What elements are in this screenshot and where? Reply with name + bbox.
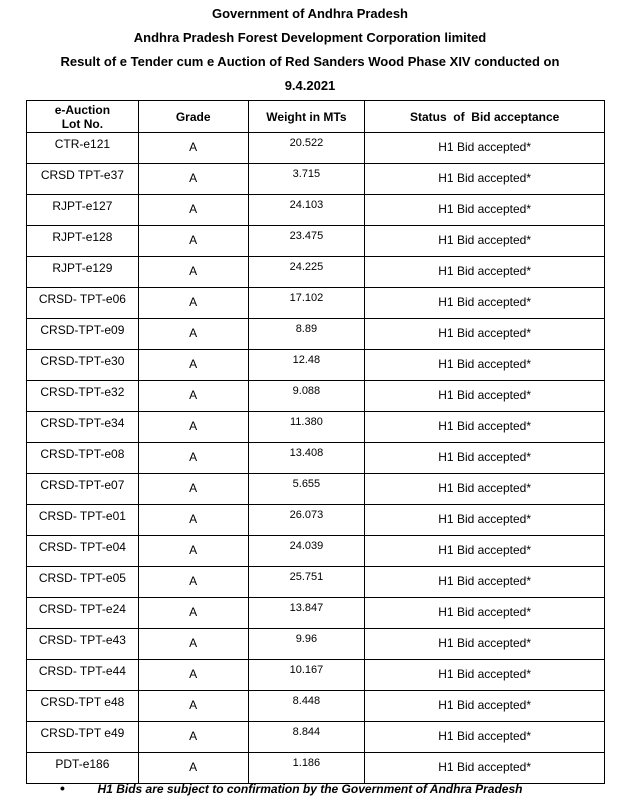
grade-cell bbox=[138, 753, 248, 784]
lot-cell-text: CRSD-TPT-e07 bbox=[40, 478, 125, 492]
grade-cell bbox=[138, 412, 248, 443]
status-cell-text: H1 Bid accepted* bbox=[438, 760, 531, 774]
grade-cell-text: A bbox=[189, 264, 198, 278]
weight-cell bbox=[248, 443, 365, 474]
status-cell-text: H1 Bid accepted* bbox=[438, 295, 531, 309]
lot-cell bbox=[27, 691, 139, 722]
lot-cell-text: RJPT-e129 bbox=[52, 261, 113, 275]
lot-cell bbox=[27, 226, 139, 257]
grade-cell-text: A bbox=[189, 636, 198, 650]
weight-cell-text: 24.225 bbox=[289, 261, 324, 273]
status-cell bbox=[365, 195, 605, 226]
status-cell-text: H1 Bid accepted* bbox=[438, 357, 531, 371]
grade-cell bbox=[138, 660, 248, 691]
weight-cell-text: 26.073 bbox=[289, 509, 324, 521]
lot-cell-text: CRSD-TPT-e34 bbox=[40, 416, 125, 430]
lot-cell-text: CRSD-TPT-e30 bbox=[40, 354, 125, 368]
lot-cell-text: CRSD- TPT-e24 bbox=[38, 602, 126, 616]
table-row bbox=[27, 319, 605, 350]
grade-cell bbox=[138, 133, 248, 164]
table-header-row bbox=[27, 101, 605, 133]
status-cell bbox=[365, 319, 605, 350]
weight-cell bbox=[248, 226, 365, 257]
lot-cell bbox=[27, 164, 139, 195]
status-cell-text: H1 Bid accepted* bbox=[438, 202, 531, 216]
status-cell bbox=[365, 381, 605, 412]
table-row bbox=[27, 722, 605, 753]
lot-cell bbox=[27, 133, 139, 164]
weight-cell bbox=[248, 505, 365, 536]
status-cell bbox=[365, 350, 605, 381]
table-row bbox=[27, 691, 605, 722]
weight-cell bbox=[248, 753, 365, 784]
weight-cell bbox=[248, 536, 365, 567]
weight-cell-text: 17.102 bbox=[289, 292, 324, 304]
status-cell-text: H1 Bid accepted* bbox=[438, 140, 531, 154]
lot-cell bbox=[27, 350, 139, 381]
lot-cell bbox=[27, 629, 139, 660]
footnote-text: H1 Bids are subject to confirmation by the Government of Andhra Pradesh bbox=[97, 782, 523, 796]
grade-cell-text: A bbox=[189, 140, 198, 154]
grade-cell bbox=[138, 195, 248, 226]
weight-cell-text: 24.039 bbox=[289, 540, 324, 552]
bids-table bbox=[26, 100, 605, 784]
grade-cell bbox=[138, 164, 248, 195]
weight-cell-text: 8.448 bbox=[292, 695, 321, 707]
table-row bbox=[27, 443, 605, 474]
column-header-lot bbox=[27, 101, 139, 133]
grade-cell-text: A bbox=[189, 419, 198, 433]
column-header-lot-line1: e-Auction bbox=[54, 102, 111, 117]
status-cell-text: H1 Bid accepted* bbox=[438, 388, 531, 402]
grade-cell-text: A bbox=[189, 450, 198, 464]
status-cell-text: H1 Bid accepted* bbox=[438, 481, 531, 495]
table-row bbox=[27, 257, 605, 288]
table-body bbox=[27, 133, 605, 784]
status-cell bbox=[365, 505, 605, 536]
weight-cell-text: 1.186 bbox=[292, 757, 321, 769]
grade-cell-text: A bbox=[189, 326, 198, 340]
table-row bbox=[27, 381, 605, 412]
grade-cell-text: A bbox=[189, 760, 198, 774]
status-cell bbox=[365, 133, 605, 164]
grade-cell-text: A bbox=[189, 202, 198, 216]
weight-cell bbox=[248, 164, 365, 195]
grade-cell-text: A bbox=[189, 698, 198, 712]
status-cell-text: H1 Bid accepted* bbox=[438, 233, 531, 247]
grade-cell-text: A bbox=[189, 574, 198, 588]
lot-cell bbox=[27, 722, 139, 753]
weight-cell bbox=[248, 412, 365, 443]
grade-cell bbox=[138, 567, 248, 598]
grade-cell bbox=[138, 536, 248, 567]
status-cell bbox=[365, 722, 605, 753]
weight-cell-text: 5.655 bbox=[292, 478, 321, 490]
grade-cell bbox=[138, 288, 248, 319]
table-row bbox=[27, 567, 605, 598]
grade-cell bbox=[138, 257, 248, 288]
table-row bbox=[27, 629, 605, 660]
weight-cell-text: 23.475 bbox=[289, 230, 324, 242]
weight-cell-text: 9.96 bbox=[295, 633, 318, 645]
lot-cell-text: CRSD- TPT-e44 bbox=[38, 664, 126, 678]
status-cell bbox=[365, 567, 605, 598]
lot-cell bbox=[27, 381, 139, 412]
status-cell-text: H1 Bid accepted* bbox=[438, 574, 531, 588]
grade-cell bbox=[138, 598, 248, 629]
grade-cell bbox=[138, 381, 248, 412]
grade-cell-text: A bbox=[189, 512, 198, 526]
grade-cell-text: A bbox=[189, 543, 198, 557]
lot-cell-text: CRSD-TPT-e08 bbox=[40, 447, 125, 461]
grade-cell-text: A bbox=[189, 357, 198, 371]
weight-cell bbox=[248, 319, 365, 350]
grade-cell-text: A bbox=[189, 667, 198, 681]
lot-cell bbox=[27, 598, 139, 629]
lot-cell-text: CRSD-TPT e48 bbox=[40, 695, 125, 709]
table-row bbox=[27, 505, 605, 536]
header-result-title: Result of e Tender cum e Auction of Red Sanders Wood Phase XIV conducted on bbox=[60, 54, 560, 69]
table-row bbox=[27, 195, 605, 226]
weight-cell bbox=[248, 288, 365, 319]
lot-cell bbox=[27, 660, 139, 691]
weight-cell bbox=[248, 133, 365, 164]
table-row bbox=[27, 412, 605, 443]
grade-cell-text: A bbox=[189, 388, 198, 402]
weight-cell-text: 10.167 bbox=[289, 664, 324, 676]
weight-cell-text: 9.088 bbox=[292, 385, 321, 397]
grade-cell bbox=[138, 350, 248, 381]
lot-cell-text: RJPT-e127 bbox=[52, 199, 113, 213]
weight-cell-text: 13.408 bbox=[289, 447, 324, 459]
weight-cell-text: 8.89 bbox=[295, 323, 318, 335]
status-cell-text: H1 Bid accepted* bbox=[438, 419, 531, 433]
grade-cell-text: A bbox=[189, 729, 198, 743]
grade-cell bbox=[138, 319, 248, 350]
status-cell bbox=[365, 691, 605, 722]
table-row bbox=[27, 288, 605, 319]
header-date: 9.4.2021 bbox=[284, 78, 336, 93]
bullet-icon: • bbox=[60, 780, 65, 796]
weight-cell bbox=[248, 257, 365, 288]
table-row bbox=[27, 660, 605, 691]
weight-cell bbox=[248, 350, 365, 381]
lot-cell-text: CRSD-TPT-e32 bbox=[40, 385, 125, 399]
table-row bbox=[27, 164, 605, 195]
grade-cell-text: A bbox=[189, 233, 198, 247]
grade-cell bbox=[138, 443, 248, 474]
lot-cell-text: PDT-e186 bbox=[55, 757, 110, 771]
table-row bbox=[27, 350, 605, 381]
status-cell-text: H1 Bid accepted* bbox=[438, 698, 531, 712]
lot-cell bbox=[27, 443, 139, 474]
grade-cell bbox=[138, 474, 248, 505]
weight-cell bbox=[248, 629, 365, 660]
weight-cell bbox=[248, 195, 365, 226]
grade-cell-text: A bbox=[189, 295, 198, 309]
status-cell-text: H1 Bid accepted* bbox=[438, 729, 531, 743]
weight-cell-text: 11.380 bbox=[289, 416, 323, 428]
status-cell bbox=[365, 474, 605, 505]
lot-cell-text: CRSD- TPT-e05 bbox=[38, 571, 126, 585]
grade-cell-text: A bbox=[189, 171, 198, 185]
lot-cell-text: CRSD- TPT-e04 bbox=[38, 540, 126, 554]
grade-cell-text: A bbox=[189, 605, 198, 619]
column-header-lot-line2: Lot No. bbox=[61, 116, 104, 131]
lot-cell bbox=[27, 288, 139, 319]
status-cell bbox=[365, 288, 605, 319]
table-row bbox=[27, 133, 605, 164]
status-cell bbox=[365, 164, 605, 195]
table-row bbox=[27, 226, 605, 257]
status-cell-text: H1 Bid accepted* bbox=[438, 264, 531, 278]
lot-cell bbox=[27, 505, 139, 536]
status-cell bbox=[365, 629, 605, 660]
lot-cell bbox=[27, 257, 139, 288]
lot-cell bbox=[27, 195, 139, 226]
table-row bbox=[27, 598, 605, 629]
weight-cell bbox=[248, 474, 365, 505]
status-cell bbox=[365, 226, 605, 257]
status-cell-text: H1 Bid accepted* bbox=[438, 605, 531, 619]
table-row bbox=[27, 536, 605, 567]
weight-cell bbox=[248, 722, 365, 753]
weight-cell-text: 24.103 bbox=[289, 199, 324, 211]
weight-cell-text: 13.847 bbox=[289, 602, 324, 614]
status-cell-text: H1 Bid accepted* bbox=[438, 543, 531, 557]
lot-cell-text: CTR-e121 bbox=[54, 137, 111, 151]
lot-cell-text: CRSD- TPT-e01 bbox=[38, 509, 126, 523]
status-cell-text: H1 Bid accepted* bbox=[438, 636, 531, 650]
status-cell-text: H1 Bid accepted* bbox=[438, 450, 531, 464]
lot-cell bbox=[27, 319, 139, 350]
table-row bbox=[27, 474, 605, 505]
lot-cell-text: RJPT-e128 bbox=[52, 230, 113, 244]
header-corporation: Andhra Pradesh Forest Development Corporation limited bbox=[133, 30, 487, 45]
grade-cell bbox=[138, 226, 248, 257]
lot-cell bbox=[27, 536, 139, 567]
weight-cell bbox=[248, 660, 365, 691]
column-header-grade: Grade bbox=[138, 101, 248, 133]
lot-cell-text: CRSD-TPT e49 bbox=[40, 726, 125, 740]
grade-cell bbox=[138, 722, 248, 753]
status-cell bbox=[365, 660, 605, 691]
weight-cell-text: 20.522 bbox=[289, 137, 324, 149]
status-cell-text: H1 Bid accepted* bbox=[438, 326, 531, 340]
weight-cell-text: 8.844 bbox=[292, 726, 321, 738]
lot-cell-text: CRSD TPT-e37 bbox=[40, 168, 124, 182]
table-row bbox=[27, 753, 605, 784]
grade-cell bbox=[138, 505, 248, 536]
status-cell bbox=[365, 257, 605, 288]
column-header-status: Status of Bid acceptance bbox=[365, 101, 605, 133]
status-cell bbox=[365, 753, 605, 784]
column-header-weight: Weight in MTs bbox=[248, 101, 365, 133]
lot-cell-text: CRSD-TPT-e09 bbox=[40, 323, 125, 337]
status-cell-text: H1 Bid accepted* bbox=[438, 512, 531, 526]
weight-cell-text: 3.715 bbox=[292, 168, 321, 180]
weight-cell bbox=[248, 691, 365, 722]
lot-cell bbox=[27, 474, 139, 505]
weight-cell bbox=[248, 381, 365, 412]
status-cell-text: H1 Bid accepted* bbox=[438, 667, 531, 681]
lot-cell-text: CRSD- TPT-e06 bbox=[38, 292, 126, 306]
lot-cell bbox=[27, 753, 139, 784]
status-cell bbox=[365, 536, 605, 567]
status-cell bbox=[365, 412, 605, 443]
status-cell bbox=[365, 443, 605, 474]
grade-cell bbox=[138, 691, 248, 722]
weight-cell-text: 25.751 bbox=[289, 571, 324, 583]
status-cell-text: H1 Bid accepted* bbox=[438, 171, 531, 185]
header-government: Government of Andhra Pradesh bbox=[212, 6, 408, 21]
lot-cell bbox=[27, 567, 139, 598]
grade-cell-text: A bbox=[189, 481, 198, 495]
footnote bbox=[0, 782, 620, 796]
status-cell bbox=[365, 598, 605, 629]
weight-cell bbox=[248, 567, 365, 598]
grade-cell bbox=[138, 629, 248, 660]
lot-cell bbox=[27, 412, 139, 443]
lot-cell-text: CRSD- TPT-e43 bbox=[38, 633, 126, 647]
weight-cell bbox=[248, 598, 365, 629]
weight-cell-text: 12.48 bbox=[292, 354, 321, 366]
